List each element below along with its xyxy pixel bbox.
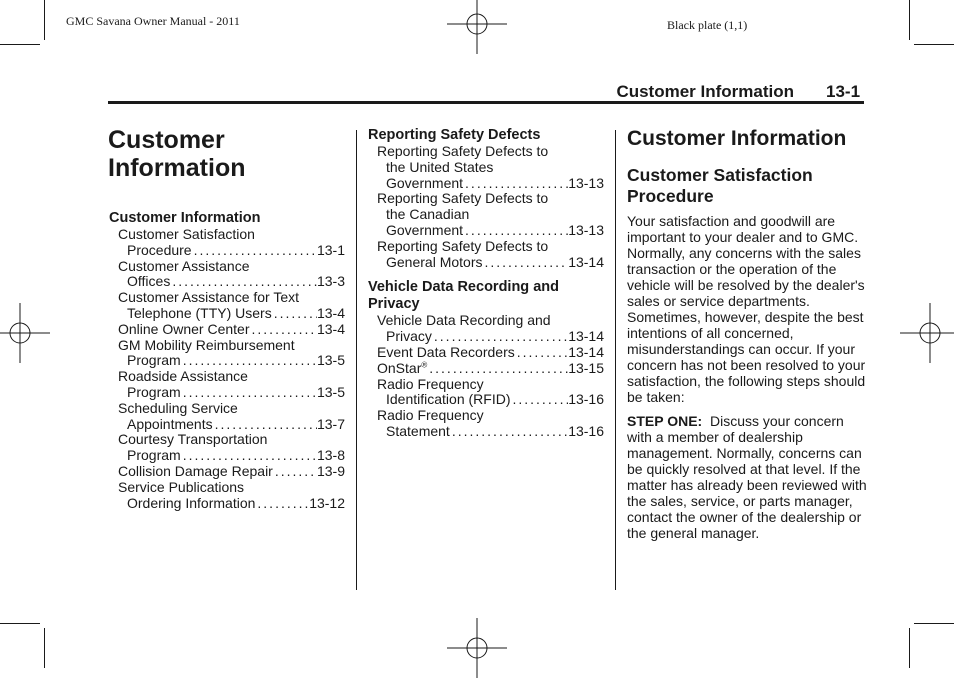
content-column — [627, 127, 867, 541]
crop-mark — [44, 0, 45, 40]
toc-entry-line: Reporting Safety Defects to — [377, 237, 549, 254]
plate-label: Black plate (1,1) — [667, 18, 748, 32]
toc-link-rfid[interactable]: Identification (RFID) ..... 13-16 — [368, 392, 604, 408]
toc-entry-line: Customer Assistance — [118, 257, 250, 274]
toc-entry-line: Radio Frequency — [377, 407, 484, 424]
toc-link-onstar[interactable]: OnStar® ..... 13-15 — [368, 361, 604, 377]
toc-entry-line: Service Publications — [118, 478, 245, 495]
toc-mid-column — [368, 127, 604, 440]
toc-entry-line: Customer Satisfaction — [118, 226, 255, 242]
crop-mark — [0, 44, 40, 45]
toc-left-column — [109, 210, 345, 511]
subsection-title: Customer Satisfaction Procedure — [627, 165, 813, 206]
toc-link-canadian-government[interactable]: Government ..... 13-13 — [368, 223, 604, 239]
body-paragraph: Your satisfaction and goodwill are important to your dealer and to GMC. Normally, any concerns with the sales transaction or the operation of the vehicle will be resolved by the dealer's sales or service departments. Sometimes, however, despite the best intentions of all concerned, misunderstandings can occur. If your concern has not been resolved to your satisfaction, the following steps should be taken: — [627, 213, 866, 405]
registration-mark — [447, 0, 507, 54]
toc-link-scheduling[interactable]: Appointments ..... 13-7 — [109, 417, 345, 433]
toc-section-heading: Customer Information — [109, 210, 261, 226]
column-divider — [356, 130, 357, 590]
toc-link-customer-satisfaction[interactable]: Procedure ..... 13-1 — [109, 243, 345, 259]
toc-entry-line: Reporting Safety Defects to — [377, 143, 549, 159]
toc-entry-line: Vehicle Data Recording and — [377, 312, 551, 329]
toc-link-tty[interactable]: Telephone (TTY) Users ..... 13-4 — [109, 306, 345, 322]
running-header-title: Customer Information — [616, 82, 794, 101]
chapter-title: Customer Information — [108, 126, 246, 182]
crop-mark — [914, 44, 954, 45]
toc-link-event-data-recorders[interactable]: Event Data Recorders ..... 13-14 — [368, 345, 604, 361]
registration-mark — [447, 618, 507, 678]
toc-entry-line: Courtesy Transportation — [118, 431, 268, 448]
crop-mark — [909, 0, 910, 40]
toc-entry-line: Reporting Safety Defects to — [377, 190, 549, 207]
toc-link-roadside[interactable]: Program ..... 13-5 — [109, 385, 345, 401]
step-text: Discuss your concern with a member of dealership management. Normally, concerns can be quickly resolved at that level. If the matter has already been reviewed with the sales, service, or parts manager, contact the owner of the dealership or the general manager. — [627, 413, 867, 541]
toc-entry-line: Roadside Assistance — [118, 368, 248, 385]
toc-link-radio-statement[interactable]: Statement ..... 13-16 — [368, 424, 604, 440]
toc-link-collision[interactable]: Collision Damage Repair ..... 13-9 — [109, 464, 345, 480]
column-divider — [615, 130, 616, 590]
toc-link-courtesy[interactable]: Program ..... 13-8 — [109, 448, 345, 464]
toc-entry-line: Radio Frequency — [377, 375, 484, 392]
toc-link-customer-assistance[interactable]: Offices ..... 13-3 — [109, 274, 345, 290]
step-paragraph — [627, 413, 867, 541]
section-title: Customer Information — [627, 127, 847, 150]
toc-link-us-government[interactable]: Government ..... 13-13 — [368, 176, 604, 192]
header-rule — [108, 101, 864, 104]
crop-mark — [44, 628, 45, 668]
page-number: 13-1 — [826, 82, 861, 101]
toc-entry-line: Customer Assistance for Text — [118, 289, 300, 306]
toc-link-privacy[interactable]: Privacy ..... 13-14 — [368, 329, 604, 345]
step-label: STEP ONE: — [627, 413, 703, 429]
crop-mark — [0, 623, 40, 624]
toc-link-publications[interactable]: Ordering Information ..... 13-12 — [109, 496, 345, 512]
toc-entry-line: Scheduling Service — [118, 399, 238, 416]
toc-entry-line: the Canadian — [386, 206, 470, 223]
toc-section-heading: Reporting Safety Defects — [368, 127, 541, 143]
crop-mark — [914, 623, 954, 624]
toc-section-heading: Vehicle Data Recording and Privacy — [368, 279, 559, 313]
registration-mark — [900, 303, 954, 363]
toc-entry-line: the United States — [386, 158, 494, 175]
crop-mark — [909, 628, 910, 668]
toc-link-general-motors[interactable]: General Motors ..... 13-14 — [368, 255, 604, 271]
toc-entry-line: GM Mobility Reimbursement — [118, 336, 295, 353]
toc-link-mobility[interactable]: Program ..... 13-5 — [109, 353, 345, 369]
registration-mark — [0, 303, 50, 363]
manual-title: GMC Savana Owner Manual - 2011 — [66, 14, 240, 28]
toc-link-online-owner-center[interactable]: Online Owner Center ..... 13-4 — [109, 322, 345, 338]
